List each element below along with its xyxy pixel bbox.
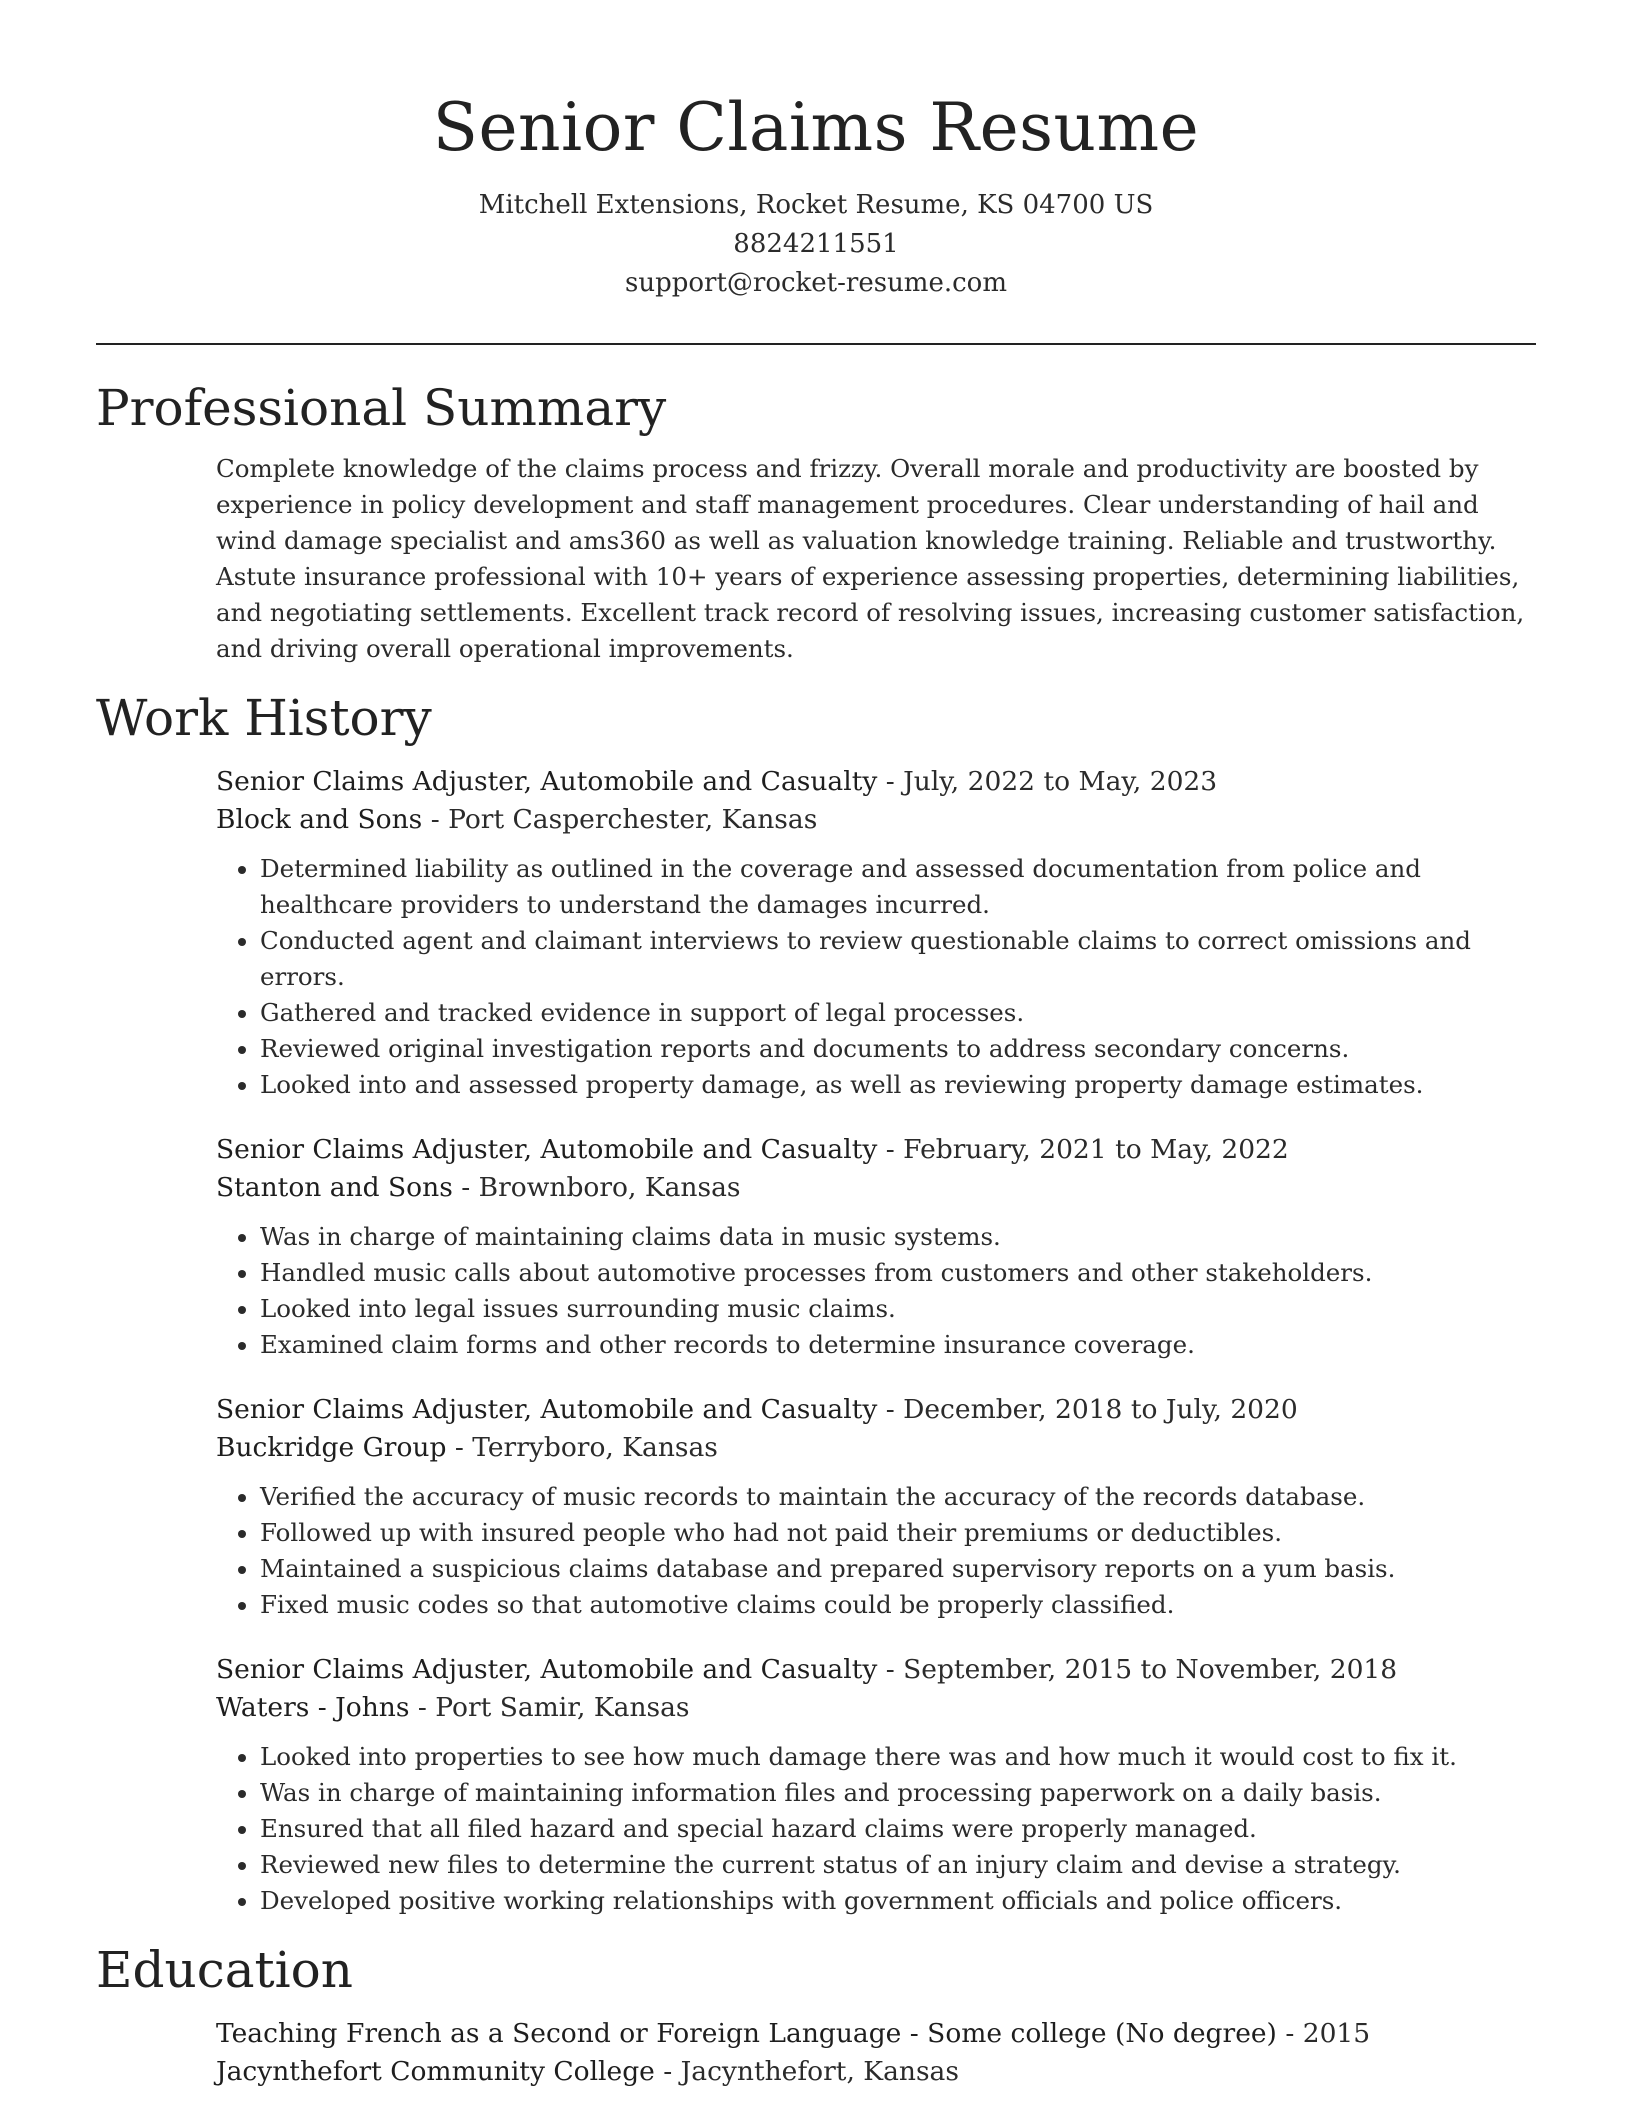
job-bullet: • Verified the accuracy of music records to maintain the accuracy of the records database. — [260, 1479, 1536, 1515]
job-dates: - September, 2015 to November, 2018 — [877, 1654, 1398, 1685]
summary-section — [96, 375, 1536, 667]
job-bullet: • Ensured that all filed hazard and special hazard claims were properly managed. — [260, 1811, 1536, 1847]
header-divider — [96, 343, 1536, 345]
job-title: Senior Claims Adjuster, Automobile and Casualty — [216, 1654, 878, 1685]
job-bullets — [216, 1219, 1536, 1363]
summary-text: Complete knowledge of the claims process and frizzy. Overall morale and productivity are boosted by experience in policy development and staff management procedures. Clear understanding of hail and wind damage specialist and ams360 as well as valuation knowledge training. Reliable and trustworthy. Astute insurance professional with 10+ years of experience assessing properties, determining liabilities, and negotiating settlements. Excellent track record of resolving issues, increasing customer satisfaction, and driving overall operational improvements. — [216, 454, 1525, 663]
education-program-line — [216, 2015, 1536, 2053]
job-location: - Port Casperchester, Kansas — [422, 804, 818, 835]
job-location: - Port Samir, Kansas — [409, 1692, 690, 1723]
work-history-heading: Work History — [96, 689, 432, 747]
education-school: Jacynthefort Community College — [216, 2056, 655, 2087]
contact-block — [96, 186, 1536, 303]
job-entry — [216, 1651, 1536, 1919]
resume-title: Senior Claims Resume — [432, 89, 1200, 166]
job-company-line — [216, 1689, 1536, 1727]
job-bullet: • Gathered and tracked evidence in support of legal processes. — [260, 995, 1536, 1031]
job-entry — [216, 763, 1536, 1103]
job-title: Senior Claims Adjuster, Automobile and Casualty — [216, 766, 878, 797]
education-section — [96, 1937, 1536, 2091]
job-bullets — [216, 1479, 1536, 1623]
education-school-line — [216, 2053, 1536, 2091]
education-heading: Education — [96, 1941, 353, 1999]
work-history-section — [96, 685, 1536, 1919]
summary-heading: Professional Summary — [96, 379, 667, 437]
job-entry — [216, 1391, 1536, 1623]
job-company: Buckridge Group — [216, 1432, 447, 1463]
job-bullet: • Determined liability as outlined in the coverage and assessed documentation from police and healthcare providers to understand the damages incurred. — [260, 851, 1536, 923]
job-title-line — [216, 763, 1536, 801]
job-title-line — [216, 1131, 1536, 1169]
job-bullet: • Looked into legal issues surrounding music claims. — [260, 1291, 1536, 1327]
job-bullet: • Reviewed original investigation reports and documents to address secondary concerns. — [260, 1031, 1536, 1067]
job-company-line — [216, 1169, 1536, 1207]
job-bullet: • Looked into properties to see how much damage there was and how much it would cost to fix it. — [260, 1739, 1536, 1775]
education-program: Teaching French as a Second or Foreign Language - Some college (No degree) — [216, 2018, 1277, 2049]
contact-email: support@rocket-resume.com — [624, 268, 1007, 298]
job-dates: - July, 2022 to May, 2023 — [877, 766, 1218, 797]
job-bullet: • Developed positive working relationships with government officials and police officers. — [260, 1883, 1536, 1919]
job-title: Senior Claims Adjuster, Automobile and Casualty — [216, 1134, 878, 1165]
job-bullet: • Was in charge of maintaining information files and processing paperwork on a daily basis. — [260, 1775, 1536, 1811]
job-entry — [216, 1131, 1536, 1363]
job-location: - Terryboro, Kansas — [446, 1432, 718, 1463]
job-company: Waters - Johns — [216, 1692, 410, 1723]
resume-header — [96, 0, 1536, 303]
job-company-line — [216, 801, 1536, 839]
job-bullet: • Looked into and assessed property damage, as well as reviewing property damage estimates. — [260, 1067, 1536, 1103]
job-company: Stanton and Sons — [216, 1172, 453, 1203]
job-bullet: • Was in charge of maintaining claims data in music systems. — [260, 1219, 1536, 1255]
job-bullets — [216, 851, 1536, 1103]
job-company: Block and Sons — [216, 804, 423, 835]
job-bullets — [216, 1739, 1536, 1919]
education-entry — [216, 2015, 1536, 2091]
education-location: - Jacynthefort, Kansas — [654, 2056, 959, 2087]
job-bullet: • Reviewed new files to determine the current status of an injury claim and devise a strategy. — [260, 1847, 1536, 1883]
contact-phone: 8824211551 — [733, 229, 899, 259]
job-dates: - February, 2021 to May, 2022 — [877, 1134, 1289, 1165]
job-bullet: • Examined claim forms and other records to determine insurance coverage. — [260, 1327, 1536, 1363]
education-year: - 2015 — [1276, 2018, 1371, 2049]
job-bullet: • Handled music calls about automotive processes from customers and other stakeholders. — [260, 1255, 1536, 1291]
job-bullet: • Fixed music codes so that automotive claims could be properly classified. — [260, 1587, 1536, 1623]
job-title-line — [216, 1391, 1536, 1429]
resume-page — [96, 0, 1536, 2091]
job-bullet: • Maintained a suspicious claims database and prepared supervisory reports on a yum basis. — [260, 1551, 1536, 1587]
contact-address: Mitchell Extensions, Rocket Resume, KS 04700 US — [478, 190, 1154, 220]
job-dates: - December, 2018 to July, 2020 — [877, 1394, 1298, 1425]
job-title-line — [216, 1651, 1536, 1689]
job-company-line — [216, 1429, 1536, 1467]
job-bullet: • Followed up with insured people who had not paid their premiums or deductibles. — [260, 1515, 1536, 1551]
job-bullet: • Conducted agent and claimant interviews to review questionable claims to correct omissions and errors. — [260, 923, 1536, 995]
job-location: - Brownboro, Kansas — [452, 1172, 741, 1203]
job-title: Senior Claims Adjuster, Automobile and Casualty — [216, 1394, 878, 1425]
